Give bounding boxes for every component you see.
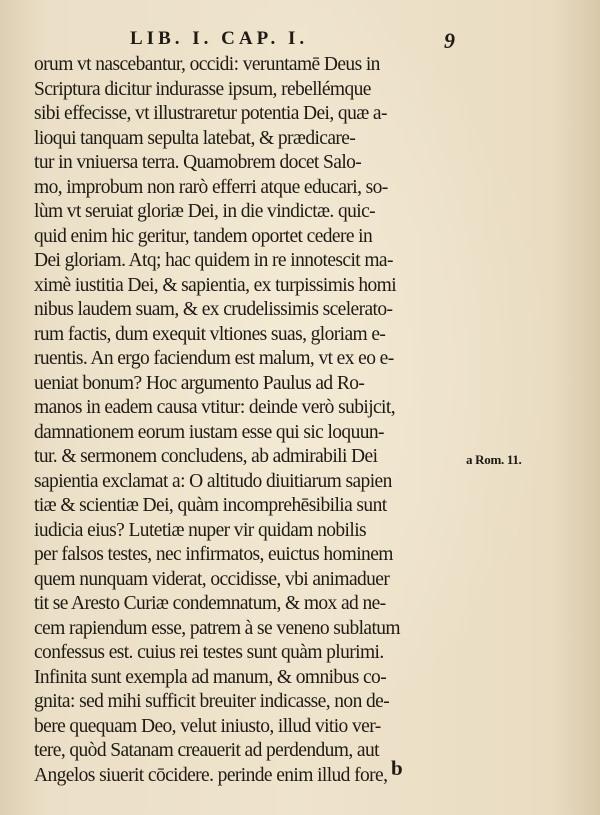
text-line: mo, improbum non rarò efferri atque educari, so- xyxy=(34,176,388,198)
text-line: sibi effecisse, vt illustraretur potentia Dei, quæ a- xyxy=(34,103,387,124)
text-line: quem nunquam viderat, occidisse, vbi animaduer xyxy=(34,568,390,590)
text-line: Infinita sunt exempla ad manum, & omnibus co- xyxy=(34,666,387,688)
text-line: tiæ & scientiæ Dei, quàm incomprehēsibilia sunt xyxy=(34,495,387,516)
text-line: ueniat bonum? Hoc argumento Paulus ad Ro- xyxy=(34,372,365,394)
text-line: tur. & sermonem concludens, ab admirabili Dei xyxy=(34,446,378,467)
text-line: gnita: sed mihi sufficit breuiter indicasse, non de- xyxy=(34,691,390,712)
text-line: lioqui tanquam sepulta latebat, & prædicare- xyxy=(34,127,356,149)
body-text xyxy=(34,53,464,788)
signature-mark: b xyxy=(391,756,403,780)
text-line: rum factis, dum exequit vltiones suas, gloriam e- xyxy=(34,323,386,345)
text-line: confessus est. cuius rei testes sunt quàm plurimi. xyxy=(34,642,384,663)
text-line: tit se Aresto Curiæ condemnatum, & mox ad ne- xyxy=(34,593,386,614)
text-line: Angelos siuerit cōcidere. perinde enim illud fore, xyxy=(34,764,388,786)
text-line: damnationem eorum iustam esse qui sic loquun- xyxy=(34,421,384,443)
margin-note: a Rom. 11. xyxy=(466,452,522,467)
text-line: per falsos testes, nec infirmatos, euictus hominem xyxy=(34,544,393,565)
text-line: lùm vt seruiat gloriæ Dei, in die vindictæ. quic- xyxy=(34,201,376,222)
page-number: 9 xyxy=(444,28,455,53)
text-line: bere quequam Deo, velut iniusto, illud vitio ver- xyxy=(34,715,381,737)
text-line: Scriptura dicitur indurasse ipsum, rebellémque xyxy=(34,78,371,100)
text-line: ruentis. An ergo faciendum est malum, vt ex eo e- xyxy=(34,348,394,369)
page-header xyxy=(0,28,600,52)
text-line: Dei gloriam. Atq; hac quidem in re innotescit ma- xyxy=(34,250,393,271)
text-line: iudicia eius? Lutetiæ nuper vir quidam nobilis xyxy=(34,519,366,541)
text-line: nibus laudem suam, & ex crudelissimis scelerato- xyxy=(34,299,393,320)
text-line: manos in eadem causa vtitur: deinde verò subijcit, xyxy=(34,397,395,418)
text-line: tur in vniuersa terra. Quamobrem docet Salo- xyxy=(34,152,362,173)
text-line: sapientia exclamat a: O altitudo diuitiarum sapien xyxy=(34,470,392,492)
text-line: orum vt nascebantur, occidi: veruntamē Deus in xyxy=(34,54,380,75)
text-line: cem rapiendum esse, patrem à se veneno sublatum xyxy=(34,617,400,639)
running-head: LIB. I. CAP. I. xyxy=(130,28,309,49)
text-line: quid enim hic geritur, tandem oportet cedere in xyxy=(34,225,373,247)
text-line: tere, quòd Satanam creauerit ad perdendum, aut xyxy=(34,740,379,761)
text-line: ximè iustitia Dei, & sapientia, ex turpissimis homi xyxy=(34,274,397,296)
